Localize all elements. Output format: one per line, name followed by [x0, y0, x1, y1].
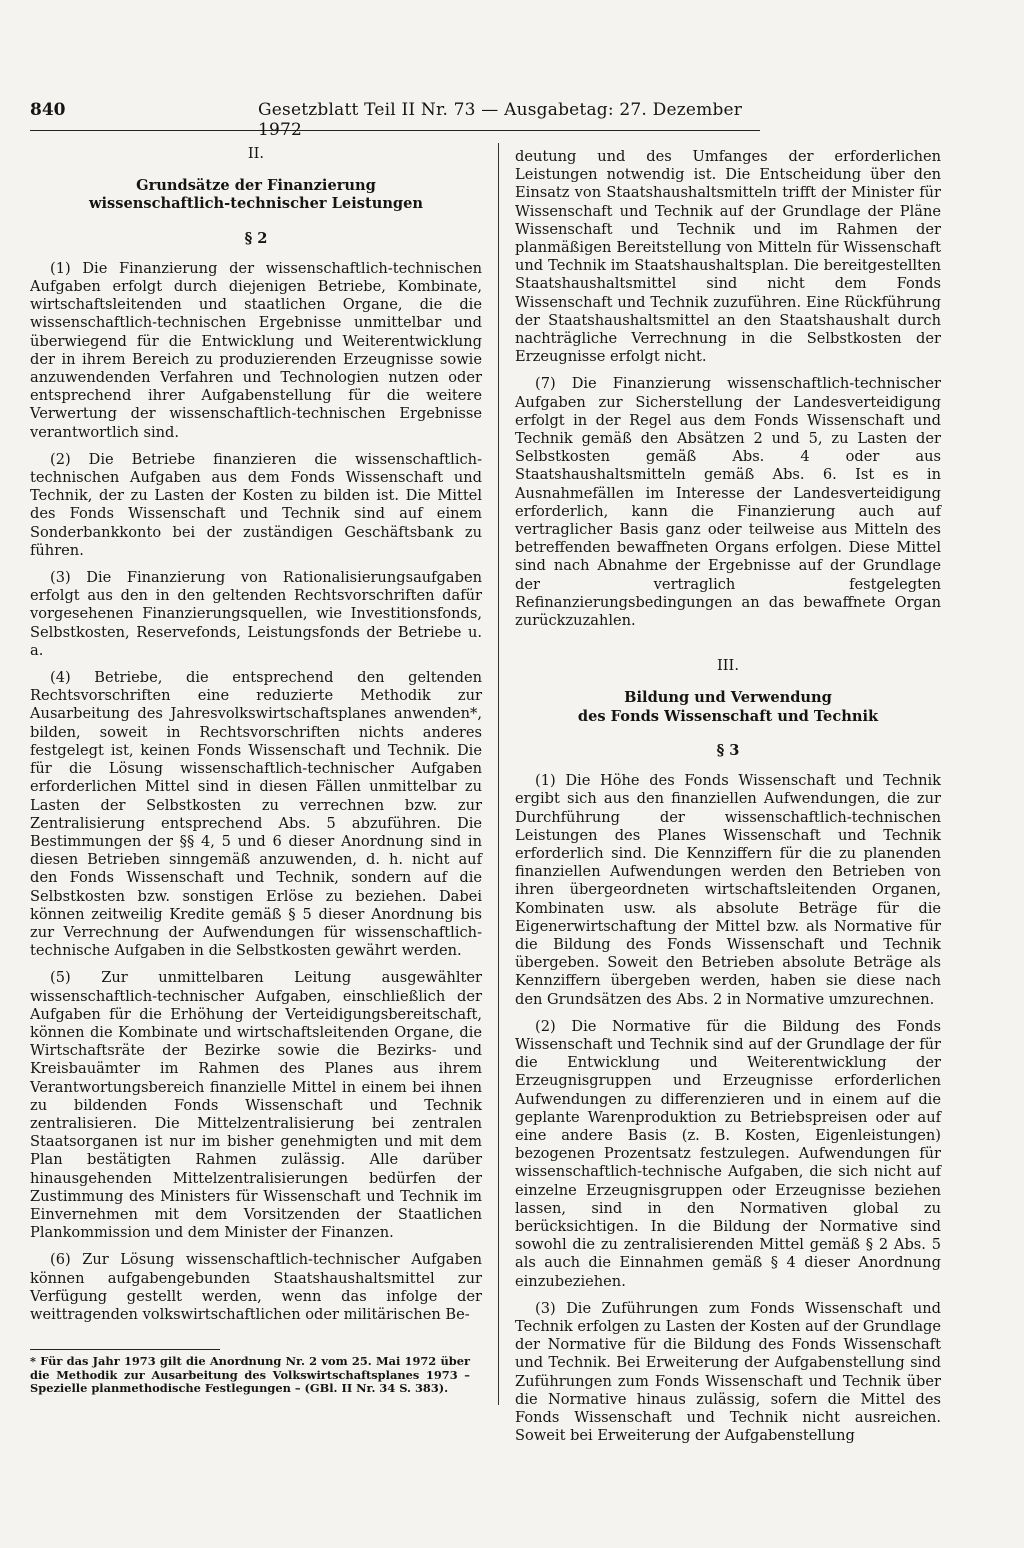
paragraph-2-6: (6) Zur Lösung wissenschaftlich-technischer Aufgaben können aufgabengebunden Staatshaushaltsmittel zur Verfügung gestellt werden, wenn das infolge der weittragenden volkswirtschaftlichen oder militärischen Be-	[30, 1251, 482, 1323]
section-title-ii-line-1: Grundsätze der Finanzierung	[136, 177, 376, 195]
paragraph-mark-2: § 2	[244, 229, 268, 247]
paragraph-2-3: (3) Die Finanzierung von Rationalisierungsaufgaben erfolgt aus den in den geltenden Rechtsvorschriften dafür vorgesehenen Finanzierungsquellen, wie Investitionsfonds, Selbstkosten, Reservefonds, Leistungsfonds der Betriebe u. a.	[30, 569, 482, 659]
section-title-ii-line-2: wissenschaftlich-technischer Leistungen	[88, 195, 424, 213]
paragraph-2-1: (1) Die Finanzierung der wissenschaftlich-technischen Aufgaben erfolgt durch diejenigen Betriebe, Kombinate, wirtschaftsleitenden und staatlichen Organe, die die wissenschaftlich-technischen Ergebnisse unmittelbar und überwiegend für die Entwicklung und Weiterentwicklung der in ihrem Bereich zu produzierenden Erzeugnisse sowie anzuwendenden Verfahren und Technologien nutzen oder entsprechend ihrer Aufgabenstellung für die weitere Verwertung der wissenschaftlich-technischen Ergebnisse verantwortlich sind.	[30, 259, 482, 441]
section-title-iii-line-2: des Fonds Wissenschaft und Technik	[577, 707, 879, 725]
left-column	[30, 145, 482, 1333]
page-header	[30, 96, 760, 140]
paragraph-mark-3: § 3	[716, 741, 740, 759]
paragraph-3-1: (1) Die Höhe des Fonds Wissenschaft und Technik ergibt sich aus den finanziellen Aufwendungen, die zur Durchführung der wissenschaftlich-technischen Leistungen des Planes Wissenschaft und Technik erforderlich sind. Die Kennziffern für die zu planenden finanziellen Aufwendungen werden den Betrieben von ihren übergeordneten wirtschaftsleitenden Organen, Kombinaten usw. als absolute Beträge für die Eigenerwirtschaftung der Mittel bzw. als Normative für die Bildung des Fonds Wissenschaft und Technik übergeben. Soweit den Betrieben absolute Beträge als Kennziffern übergeben werden, haben sie diese nach den Grundsätzen des Abs. 2 in Normative umzurechnen.	[515, 772, 941, 1008]
footnote: * Für das Jahr 1973 gilt die Anordnung Nr. 2 vom 25. Mai 1972 über die Methodik zur Ausarbeitung des Volkswirtschaftsplanes 1973 – Spezielle planmethodische Festlegungen – (GBl. II Nr. 34 S. 383).	[30, 1354, 470, 1396]
section-title-iii	[515, 689, 941, 725]
paragraph-2-2: (2) Die Betriebe finanzieren die wissenschaftlich-technischen Aufgaben aus dem Fonds Wissenschaft und Technik, der zu Lasten der Kosten zu bilden ist. Die Mittel des Fonds Wissenschaft und Technik sind auf einem Sonderbankkonto bei der zuständigen Geschäftsbank zu führen.	[30, 450, 482, 559]
section-gap	[515, 639, 941, 657]
column-divider	[498, 143, 499, 1405]
paragraph-2-7: (7) Die Finanzierung wissenschaftlich-technischer Aufgaben zur Sicherstellung der Landesverteidigung erfolgt in der Regel aus dem Fonds Wissenschaft und Technik gemäß den Absätzen 2 und 5, zu Lasten der Selbstkosten gemäß Abs. 4 oder aus Staatshaushaltsmitteln gemäß Abs. 6. Ist es in Ausnahmefällen im Interesse der Landesverteidigung erforderlich, kann die Finanzierung auch auf vertraglicher Basis ganz oder teilweise aus Mitteln des betreffenden bewaffneten Organs erfolgen. Diese Mittel sind nach Abnahme der Ergebnisse auf der Grundlage der vertraglich festgelegten Refinanzierungsbedingungen an das bewaffnete Organ zurückzuzahlen.	[515, 375, 941, 630]
section-number-ii: II.	[247, 145, 265, 162]
paragraph-2-5: (5) Zur unmittelbaren Leitung ausgewählter wissenschaftlich-technischer Aufgaben, einschließlich der Aufgaben für die Erhöhung der Verteidigungsbereitschaft, können die Kombinate und wirtschaftsleitenden Organe, die Wirtschaftsräte der Bezirke sowie die Bezirks- und Kreisbauämter im Rahmen des Planes aus ihrem Verantwortungsbereich finanzielle Mittel in einem bei ihnen zu bildenden Fonds Wissenschaft und Technik zentralisieren. Die Mittelzentralisierung bei zentralen Staatsorganen ist nur im bisher genehmigten und mit dem Plan bestätigten Rahmen zulässig. Alle darüber hinausgehenden Mittelzentralisierungen bedürfen der Zustimmung des Ministers für Wissenschaft und Technik im Einvernehmen mit dem Vorsitzenden der Staatlichen Plankommission und dem Minister der Finanzen.	[30, 969, 482, 1242]
paragraph-3-3: (3) Die Zuführungen zum Fonds Wissenschaft und Technik erfolgen zu Lasten der Kosten auf der Grundlage der Normative für die Bildung des Fonds Wissenschaft und Technik. Bei Erweiterung der Aufgabenstellung sind Zuführungen zum Fonds Wissenschaft und Technik über die Normative hinaus zulässig, sofern die Mittel des Fonds Wissenschaft und Technik nicht ausreichen. Soweit bei Erweiterung der Aufgabenstellung	[515, 1299, 941, 1445]
section-number-iii: III.	[717, 657, 739, 675]
header-title: Gesetzblatt Teil II Nr. 73 — Ausgabetag: 27. Dezember 1972	[258, 100, 743, 140]
section-title-iii-line-1: Bildung und Verwendung	[624, 689, 832, 707]
paragraph-2-6-continued: deutung und des Umfanges der erforderlichen Leistungen notwendig ist. Die Entscheidung über den Einsatz von Staatshaushaltsmitteln trifft der Minister für Wissenschaft und Technik auf der Grundlage der Pläne Wissenschaft und Technik und im Rahmen der planmäßigen Bereitstellung von Mitteln für Wissenschaft und Technik im Staatshaushaltsplan. Die bereitgestellten Staatshaushaltsmittel sind nicht dem Fonds Wissenschaft und Technik zuzuführen. Eine Rückführung der Staatshaushaltsmittel an den Staatshaushalt durch nachträgliche Verrechnung in die Selbstkosten der Erzeugnisse erfolgt nicht.	[515, 148, 941, 366]
footnote-rule	[30, 1349, 220, 1350]
section-title-ii	[30, 177, 482, 213]
paragraph-2-4: (4) Betriebe, die entsprechend den geltenden Rechtsvorschriften eine reduzierte Methodik zur Ausarbeitung des Jahresvolkswirtschaftsplanes anwenden*, bilden, soweit in Rechtsvorschriften nichts anderes festgelegt ist, keinen Fonds Wissenschaft und Technik. Die für die Lösung wissenschaftlich-technischer Aufgaben erforderlichen Mittel sind in diesen Fällen unmittelbar zu Lasten der Selbstkosten zu verrechnen bzw. zur Zentralisierung entsprechend Abs. 5 abzuführen. Die Bestimmungen der §§ 4, 5 und 6 dieser Anordnung sind in diesen Betrieben sinngemäß anzuwenden, d. h. nicht auf den Fonds Wissenschaft und Technik, sondern auf die Selbstkosten bzw. sonstigen Erlöse zu beziehen. Dabei können zeitweilig Kredite gemäß § 5 dieser Anordnung bis zur Verrechnung der Aufwendungen für wissenschaftlich-technische Aufgaben in die Selbstkosten gewährt werden.	[30, 669, 482, 960]
paragraph-3-2: (2) Die Normative für die Bildung des Fonds Wissenschaft und Technik sind auf der Grundlage der für die Entwicklung und Weiterentwicklung der Erzeugnisgruppen und Erzeugnisse erforderlichen Aufwendungen zu differenzieren und in einem auf die geplante Warenproduktion zu Betriebspreisen oder auf eine andere Basis (z. B. Kosten, Eigenleistungen) bezogenen Prozentsatz festzulegen. Aufwendungen für wissenschaftlich-technische Aufgaben, die sich nicht auf einzelne Erzeugnisgruppen oder Erzeugnisse beziehen lassen, sind in den Normativen global zu berücksichtigen. In die Bildung der Normative sind sowohl die zu zentralisierenden Mittel gemäß § 2 Abs. 5 als auch die Einnahmen gemäß § 4 dieser Anordnung einzubeziehen.	[515, 1017, 941, 1290]
page-number: 840	[30, 100, 66, 120]
right-column	[515, 148, 941, 1454]
